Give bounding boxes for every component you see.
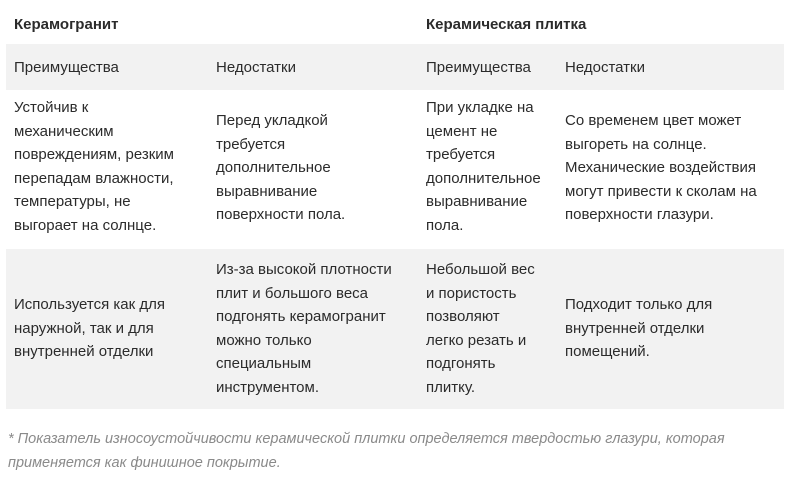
column-header-advantages-2: Преимущества (426, 59, 531, 76)
table-cell: Подходит только для внутренней отделки помещений. (565, 296, 713, 360)
footnote-line: применяется как финишное покрытие. (8, 455, 281, 471)
table-cell: Небольшой вес и пористость позволяют легко резать и подгонять плитку. (426, 261, 535, 396)
column-header-disadvantages-2: Недостатки (565, 59, 645, 76)
table-cell: Используется как для наружной, так и для внутренней отделки (14, 296, 165, 360)
table-cell: При укладке на цемент не требуется дополнительное выравнивание пола. (426, 99, 541, 234)
table-cell: Устойчив к механическим повреждениям, резким перепадам влажности, температуры, не выгорает на солнце. (14, 99, 174, 234)
table-cell: Со временем цвет может выгореть на солнце. Механические воздействия могут привести к сколам на поверхности глазури. (565, 112, 757, 223)
column-header-advantages-1: Преимущества (14, 59, 119, 76)
column-header-disadvantages-1: Недостатки (216, 59, 296, 76)
group-header-ceramic: Керамическая плитка (426, 16, 587, 33)
group-header-porcelain: Керамогранит (14, 16, 119, 33)
table-cell: Перед укладкой требуется дополнительное выравнивание поверхности пола. (216, 112, 346, 223)
table-cell: Из-за высокой плотности плит и большого веса подгонять керамогранит можно только специальным инструментом. (216, 261, 392, 396)
footnote-line: * Показатель износоустойчивости керамической плитки определяется твердостью глазури, которая (8, 431, 725, 447)
column-header-row (6, 44, 784, 90)
footnote (8, 427, 793, 475)
